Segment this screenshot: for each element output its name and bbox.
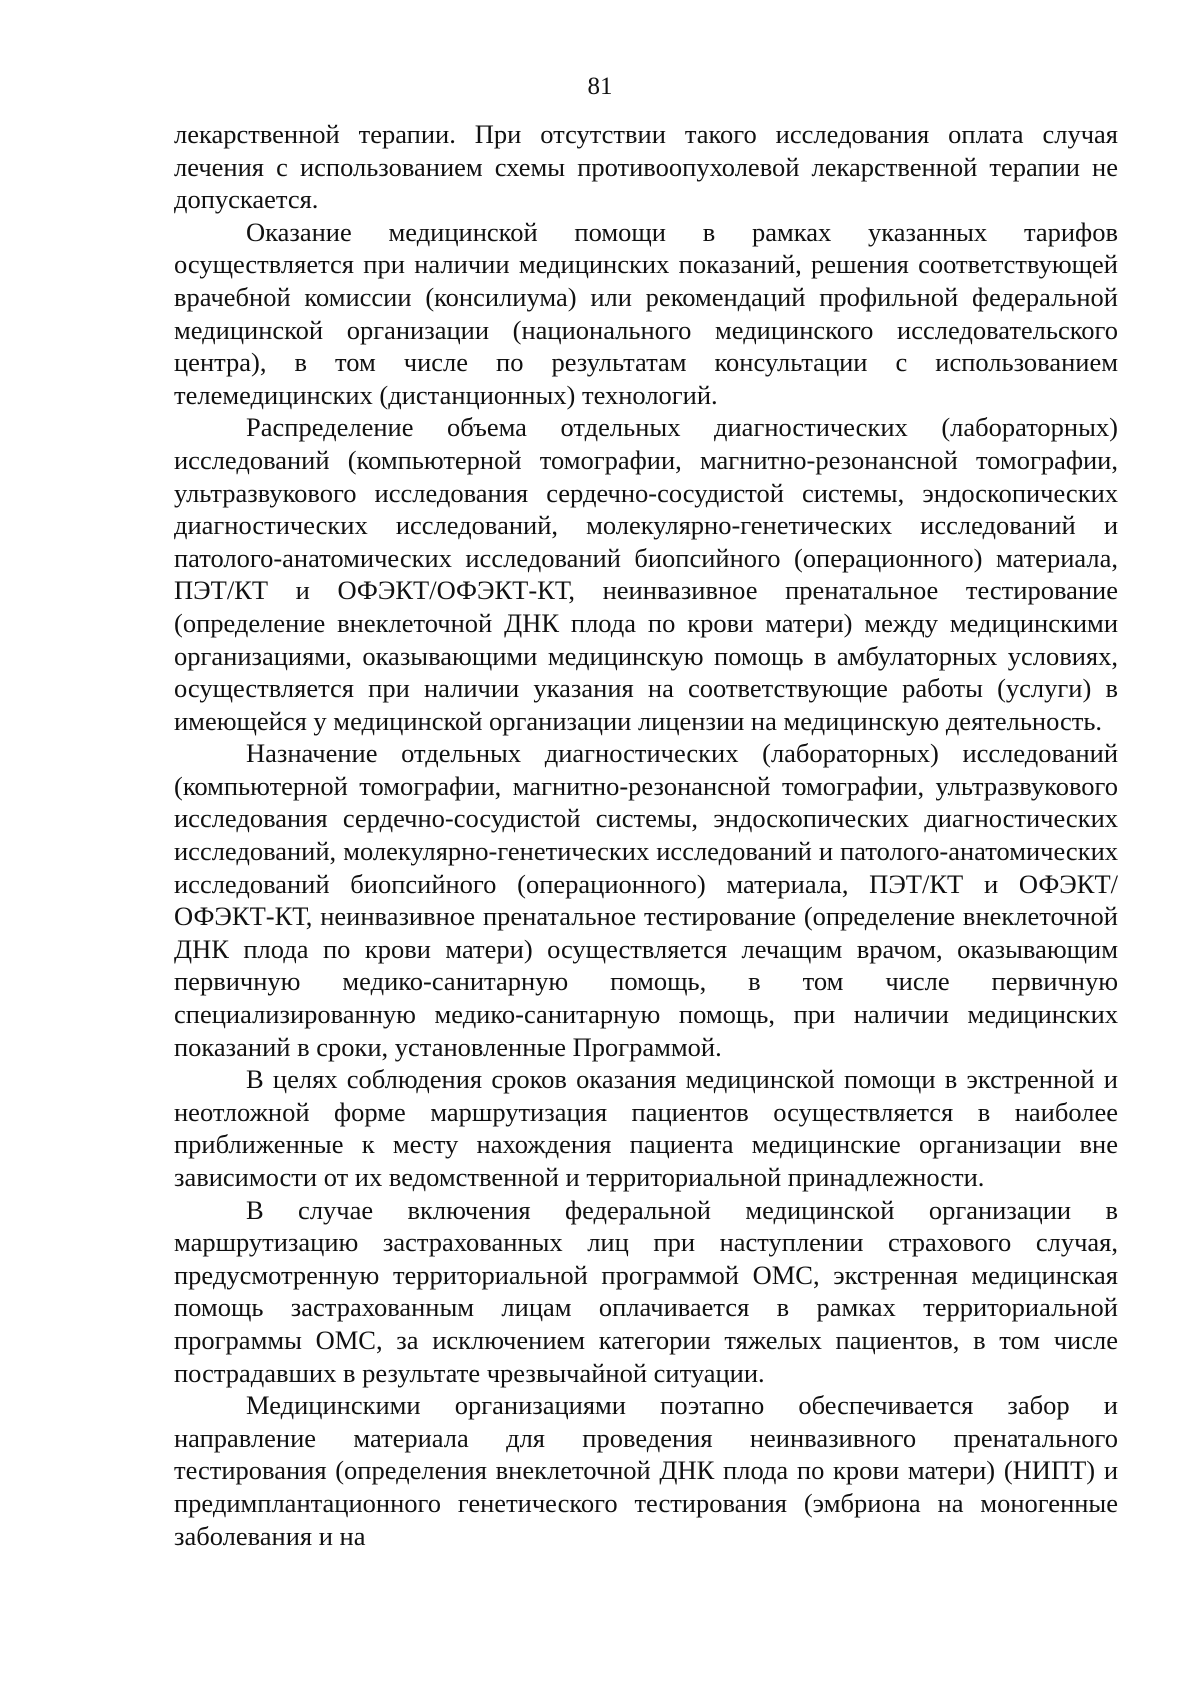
paragraph-diagnostic-prescription: Назначение отдельных диагностических (лабораторных) исследований (компьютерной томографии, магнитно-резонансной томографии, ультразвукового исследования сердечно-сосудистой системы, эндоскопических диагностических исследований, молекулярно-генетических исследований и патолого-анатомических исследований биопсийного (операционного) материала, ПЭТ/КТ и ОФЭКТ/ ОФЭКТ-КТ, неинвазивное пренатальное тестирование (определение внеклеточной ДНК плода по крови матери) осуществляется лечащим врачом, оказывающим первичную медико-санитарную помощь, в том числе первичную специализированную медико-санитарную помощь, при наличии медицинских показаний в сроки, установленные Программой.	[174, 738, 1118, 1062]
paragraph-nipt-material-collection: Медицинскими организациями поэтапно обеспечивается забор и направление материала для проведения неинвазивного пренатального тестирования (определения внеклеточной ДНК плода по крови матери) (НИПТ) и предимплантационного генетического тестирования (эмбриона на моногенные заболевания и на	[174, 1390, 1118, 1551]
paragraph-continuation: лекарственной терапии. При отсутствии такого исследования оплата случая лечения с использованием схемы противоопухолевой лекарственной терапии не допускается.	[174, 119, 1118, 215]
paragraph-medical-care-tariffs: Оказание медицинской помощи в рамках указанных тарифов осуществляется при наличии медицинских показаний, решения соответствующей врачебной комиссии (консилиума) или рекомендаций профильной федеральной медицинской организации (национального медицинского исследовательского центра), в том числе по результатам консультации с использованием телемедицинских (дистанционных) технологий.	[174, 216, 1118, 410]
page-number: 81	[587, 73, 613, 100]
paragraph-diagnostic-volume-distribution: Распределение объема отдельных диагностических (лабораторных) исследований (компьютерной томографии, магнитно-резонансной томографии, ультразвукового исследования сердечно-сосудистой системы, эндоскопических диагностических исследований, молекулярно-генетических исследований и патолого-анатомических исследований биопсийного (операционного) материала, ПЭТ/КТ и ОФЭКТ/ОФЭКТ-КТ, неинвазивное пренатальное тестирование (определение внеклеточной ДНК плода по крови матери) между медицинскими организациями, оказывающими медицинскую помощь в амбулаторных условиях, осуществляется при наличии указания на соответствующие работы (услуги) в имеющейся у медицинской организации лицензии на медицинскую деятельность.	[174, 412, 1118, 736]
document-body	[174, 118, 1118, 1552]
paragraph-federal-organization-routing: В случае включения федеральной медицинской организации в маршрутизацию застрахованных лиц при наступлении страхового случая, предусмотренную территориальной программой ОМС, экстренная медицинская помощь застрахованным лицам оплачивается в рамках территориальной программы ОМС, за исключением категории тяжелых пациентов, в том числе пострадавших в результате чрезвычайной ситуации.	[174, 1194, 1118, 1388]
paragraph-emergency-routing: В целях соблюдения сроков оказания медицинской помощи в экстренной и неотложной форме маршрутизация пациентов осуществляется в наиболее приближенные к месту нахождения пациента медицинские организации вне зависимости от их ведомственной и территориальной принадлежности.	[174, 1064, 1118, 1192]
